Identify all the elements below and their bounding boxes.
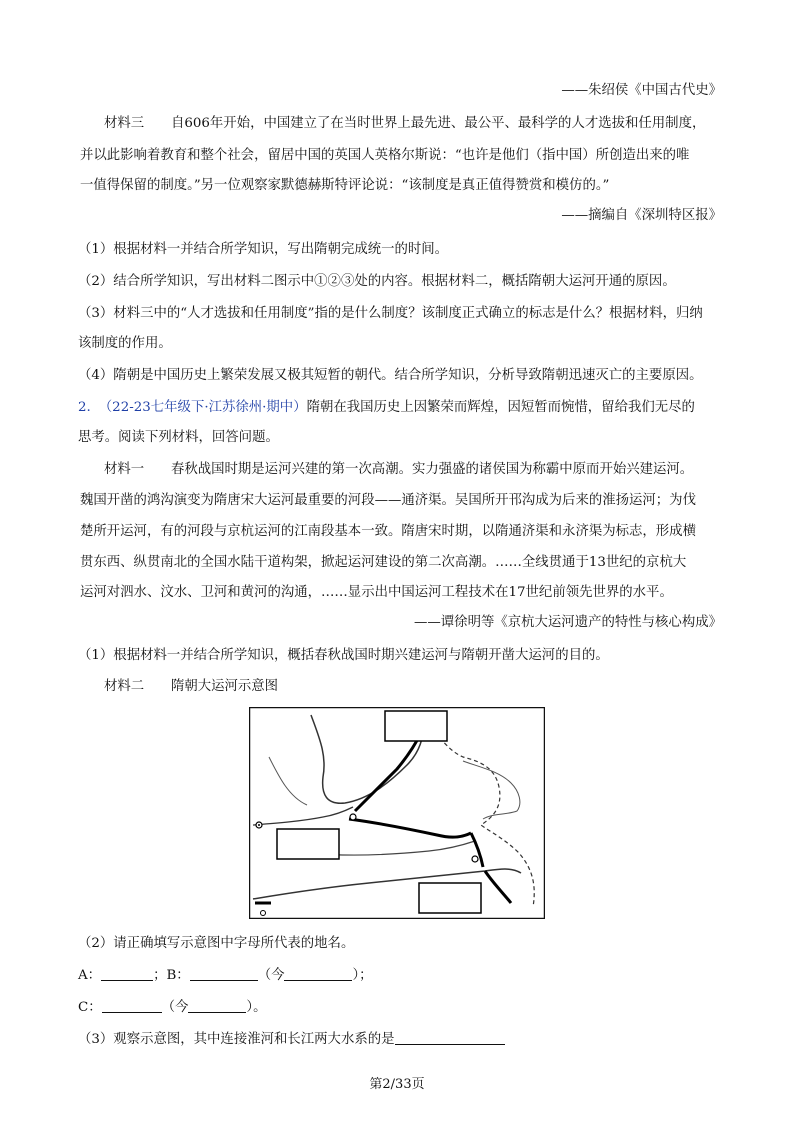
answer-blank-c[interactable]	[102, 998, 162, 1013]
answer-blank-b-modern[interactable]	[284, 966, 352, 981]
label-b: ；B：	[153, 968, 190, 983]
legend-capital-swatch	[261, 911, 266, 916]
material1-line1: 材料一 春秋战国时期是运河兴建的第一次高潮。实力强盛的诸侯国为称霸中原而开始兴建运河。	[104, 462, 694, 477]
material3-line2: 并以此影响着教育和整个社会，留居中国的英国人英格尔斯说：“也许是他们（指中国）所创造出来的唯	[80, 148, 690, 163]
material3-source: ——摘编自《深圳特区报》	[561, 208, 722, 223]
map-box-a	[277, 829, 339, 859]
answer-blank-sub3[interactable]	[395, 1030, 505, 1045]
material3-line3: 一值得保留的制度。”另一位观察家默德赫斯特评论说：“该制度是真正值得赞赏和模仿的。”	[80, 178, 610, 193]
label-c: C：	[78, 1000, 102, 1015]
label-jin-b: （今	[257, 968, 285, 983]
q2-sub2-answer-line1	[78, 966, 373, 986]
q2-sub3	[78, 1030, 505, 1050]
jiangdu-city-marker	[472, 856, 478, 862]
q2-sub1: （1）根据材料一并结合所学知识，概括春秋战国时期兴建运河与隋朝开凿大运河的目的。	[78, 648, 609, 663]
material1-line4: 贯东西、纵贯南北的全国水陆干道构架，掀起运河建设的第二次高潮。……全线贯通于13世纪的京杭大	[80, 555, 687, 570]
label-jin-c: （今	[161, 1000, 189, 1015]
q2-intro-line2: 思考。阅读下列材料，回答问题。	[78, 430, 279, 445]
material1-line5: 运河对泗水、汶水、卫河和黄河的沟通，……显示出中国运河工程技术在17世纪前领先世界的水平。	[80, 585, 673, 600]
label-end-c: ）。	[246, 1000, 267, 1015]
material1-source: ——谭徐明等《京杭大运河遗产的特性与核心构成》	[414, 615, 722, 630]
q1-sub3-cont: 该制度的作用。	[78, 336, 172, 351]
q2-intro-text: 隋朝在我国历史上因繁荣而辉煌，因短暂而惋惜，留给我们无尽的	[306, 400, 695, 415]
label-end-b: ）；	[352, 968, 373, 983]
material1-line2: 魏国开凿的鸿沟演变为隋唐宋大运河最重要的河段——通济渠。吴国所开邗沟成为后来的淮扬运河；为伐	[80, 493, 696, 508]
question-source-tag[interactable]: （22-23七年级下·江苏徐州·期中）	[98, 400, 307, 415]
luokoucang-marker	[350, 814, 356, 820]
q1-sub2: （2）结合所学知识，写出材料二图示中①②③处的内容。根据材料二，概括隋朝大运河开通的原因。	[78, 274, 676, 289]
q2-sub3-text: （3）观察示意图，其中连接淮河和长江两大水系的是	[78, 1032, 395, 1047]
answer-blank-c-modern[interactable]	[188, 998, 246, 1013]
page-footer: 第2/33页	[369, 1077, 425, 1092]
q2-sub2: （2）请正确填写示意图中字母所代表的地名。	[78, 936, 355, 951]
label-a: A：	[78, 968, 102, 983]
q2-intro	[78, 398, 695, 418]
map-box-c	[419, 883, 481, 913]
q2-sub2-answer-line2	[78, 998, 267, 1018]
map-box-b	[385, 711, 447, 741]
q1-sub3: （3）材料三中的“人才选拔和任用制度”指的是什么制度？该制度正式确立的标志是什么？根据材料，归纳	[78, 306, 703, 321]
q1-sub4: （4）隋朝是中国历史上繁荣发展又极其短暂的朝代。结合所学知识，分析导致隋朝迅速灭亡的主要原因。	[78, 368, 703, 383]
answer-blank-a[interactable]	[101, 966, 153, 981]
material2-title: 材料二 隋朝大运河示意图	[104, 679, 279, 694]
grand-canal-map	[249, 707, 545, 919]
material3-line1: 材料三 自606年开始，中国建立了在当时世界上最先进、最公平、最科学的人才选拔和任用制度，	[104, 116, 706, 131]
material2-source: ——朱绍侯《中国古代史》	[561, 83, 722, 98]
question-number: 2.	[78, 400, 91, 415]
answer-blank-b[interactable]	[190, 966, 258, 981]
material1-line3: 楚所开运河，有的河段与京杭运河的江南段基本一致。隋唐宋时期，以隋通济渠和永济渠为标志，形成横	[80, 524, 696, 539]
q1-sub1: （1）根据材料一并结合所学知识，写出隋朝完成统一的时间。	[78, 242, 449, 257]
